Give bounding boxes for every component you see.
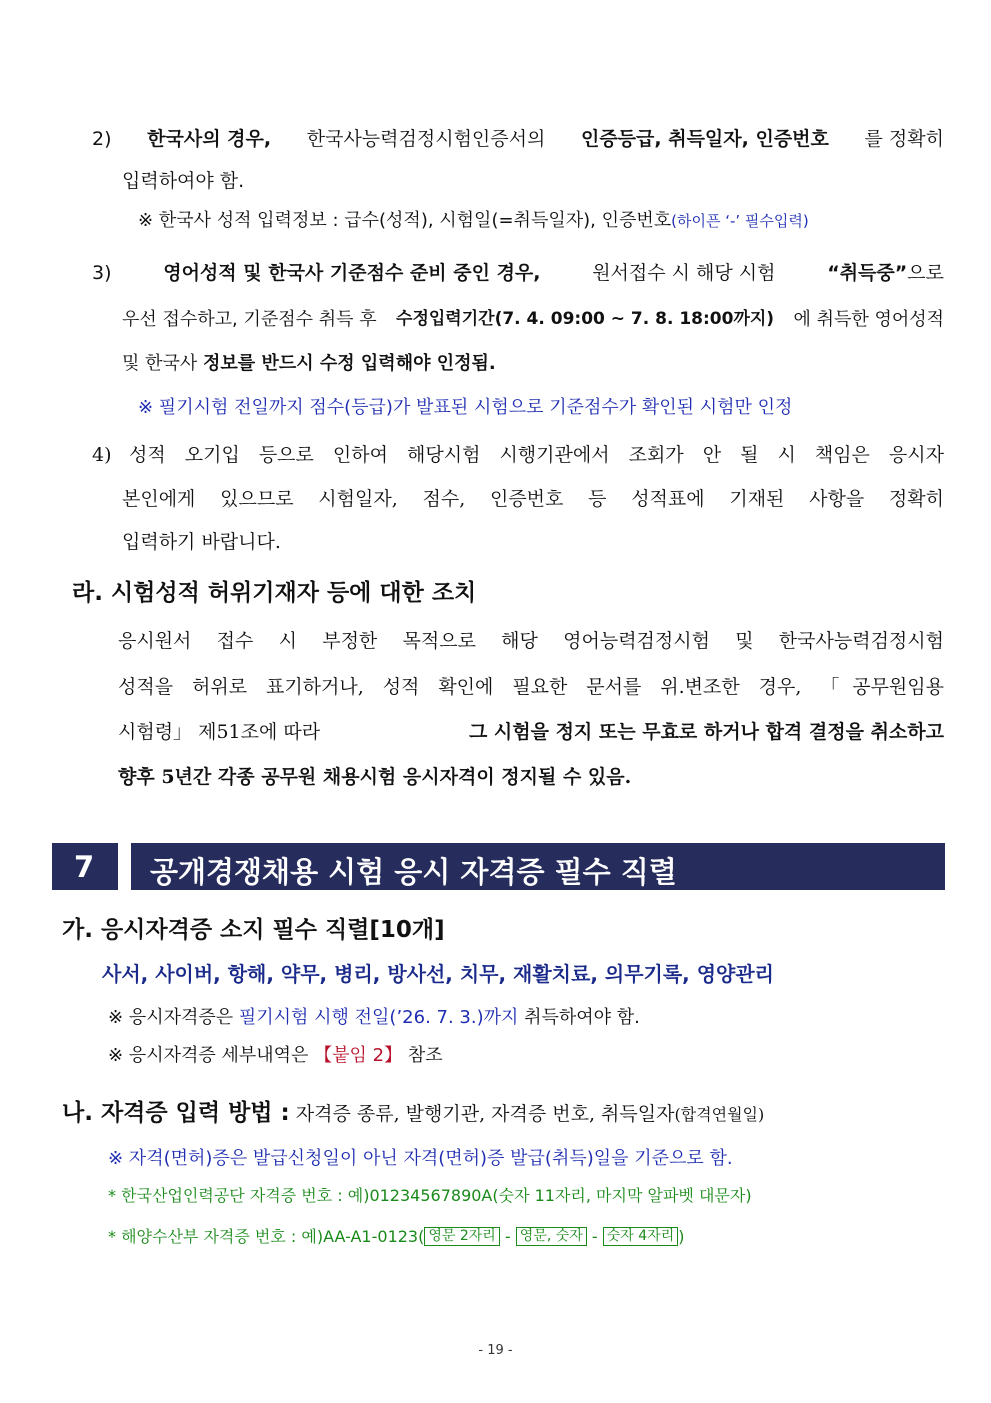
- section-ga-note2-b: 참조: [407, 1045, 443, 1066]
- item3-bold-a: 영어성적 및 한국사 기준점수 준비 중인 경우,: [163, 262, 541, 284]
- item3-bold-b-wrap: [827, 264, 944, 283]
- section-ra-line1: 응시원서 접수 시 부정한 목적으로 해당 영어능력검정시험 및 한국사능력검정시험: [118, 630, 944, 652]
- section-na-heading-small: (합격연월일): [674, 1105, 765, 1124]
- section-ra-line3: [118, 723, 944, 742]
- section-ra-line3-bold: 그 시험을 정지 또는 무효로 하거나 합격 결정을 취소하고: [468, 721, 944, 743]
- section-na-note2: * 한국산업인력공단 자격증 번호 : 예)01234567890A(숫자 11자리, 마지막 알파벳 대문자): [108, 1186, 752, 1205]
- section-ga-list: 사서, 사이버, 항해, 약무, 병리, 방사선, 치무, 재활치료, 의무기록, 영양관리: [102, 962, 775, 986]
- section-na-note3-end: ): [678, 1227, 685, 1246]
- section-na-note3-dash2: -: [591, 1227, 598, 1246]
- section-ga-note2-red: 【붙임 2】: [314, 1045, 403, 1066]
- section-na-note3-box2: 영문, 숫자: [516, 1227, 587, 1246]
- item2-note-text: ※ 한국사 성적 입력정보 : 급수(성적), 시험일(=취득일자), 인증번호: [138, 210, 672, 231]
- item4-line1-text: 성적 오기입 등으로 인하여 해당시험 시행기관에서 조회가 안 될 시 책임은 응시자: [129, 444, 944, 466]
- item2-note-blue: (하이픈 ‘-’ 필수입력): [671, 212, 809, 230]
- item2-text-a: 한국사능력검정시험인증서의: [306, 128, 546, 150]
- item3-line2-b: 에 취득한 영어성적: [793, 309, 944, 330]
- section-ga-heading: 가. 응시자격증 소지 필수 직렬[10개]: [62, 917, 445, 943]
- item3-text-b: 으로: [907, 262, 944, 284]
- section-na-note3-a: * 해양수산부 자격증 번호 : 예)AA-A1-0123(: [108, 1227, 425, 1246]
- item4-line3: 입력하기 바랍니다.: [122, 531, 281, 553]
- item4-line1: [92, 446, 944, 465]
- item2-line2: 입력하여야 함.: [122, 170, 245, 192]
- item2-note: [138, 212, 809, 230]
- section-ra-line2: 성적을 허위로 표기하거나, 성적 확인에 필요한 문서를 위.변조한 경우, 「공무원임용: [118, 676, 944, 698]
- item2-number: 2): [92, 128, 112, 150]
- item3-bold-b: “취득중”: [827, 262, 908, 284]
- item3-line2-a: 우선 접수하고, 기준점수 취득 후: [122, 309, 377, 330]
- item2-bold-b: 인증등급, 취득일자, 인증번호: [580, 128, 829, 150]
- section-na-note3-box1: 영문 2자리: [424, 1227, 499, 1246]
- section-ga-note1: [108, 1009, 640, 1027]
- item4-line2: 본인에게 있으므로 시험일자, 점수, 인증번호 등 성적표에 기재된 사항을 정확히: [122, 488, 944, 510]
- item3-note: ※ 필기시험 전일까지 점수(등급)가 발표된 시험으로 기준점수가 확인된 시험만 인정: [138, 397, 793, 418]
- item3-line2-bold: 수정입력기간(7. 4. 09:00 ~ 7. 8. 18:00까지): [396, 309, 775, 329]
- section-ga-note1-a: ※ 응시자격증은: [108, 1007, 234, 1028]
- section-ra-line3-a: 시험령」 제51조에 따라: [118, 721, 321, 743]
- section-ga-note1-b: 취득하여야 함.: [524, 1007, 640, 1028]
- item2-bold-a: 한국사의 경우,: [147, 128, 272, 150]
- item2-line1: [92, 130, 944, 149]
- page-number: - 19 -: [478, 1343, 513, 1358]
- item2-text-b: 를 정확히: [864, 128, 944, 150]
- item3-line1: [92, 264, 944, 283]
- section-ra-line4: 향후 5년간 각종 공무원 채용시험 응시자격이 정지될 수 있음.: [118, 766, 632, 788]
- item3-line3: [122, 355, 496, 373]
- item3-line2: [122, 311, 944, 329]
- section-ga-note2-a: ※ 응시자격증 세부내역은: [108, 1045, 309, 1066]
- item4-number: 4): [92, 444, 112, 466]
- section7-number: 7: [74, 850, 95, 884]
- item3-number: 3): [92, 262, 112, 284]
- section-na-note3-dash1: -: [504, 1227, 511, 1246]
- item3-line3-a: 및 한국사: [122, 353, 198, 374]
- item3-line3-bold: 정보를 반드시 수정 입력해야 인정됨.: [203, 353, 496, 374]
- item3-text-a: 원서접수 시 해당 시험: [592, 262, 776, 284]
- section-ga-note2: [108, 1047, 443, 1065]
- section-na-note3-box3: 숫자 4자리: [603, 1227, 678, 1246]
- section-na-note1: ※ 자격(면허)증은 발급신청일이 아닌 자격(면허)증 발급(취득)일을 기준으로 함.: [108, 1148, 733, 1169]
- section7-title: 공개경쟁채용 시험 응시 자격증 필수 직렬: [150, 855, 677, 889]
- section-na-heading-text: 자격증 종류, 발행기관, 자격증 번호, 취득일자: [295, 1103, 675, 1125]
- section-na-note3: [108, 1227, 684, 1246]
- section-na-heading-line: [62, 1102, 764, 1125]
- section-ga-note1-blue: 필기시험 시행 전일(’26. 7. 3.)까지: [238, 1007, 519, 1028]
- section-na-heading: 나. 자격증 입력 방법 :: [62, 1100, 290, 1126]
- section-ra-heading: 라. 시험성적 허위기재자 등에 대한 조치: [72, 580, 477, 606]
